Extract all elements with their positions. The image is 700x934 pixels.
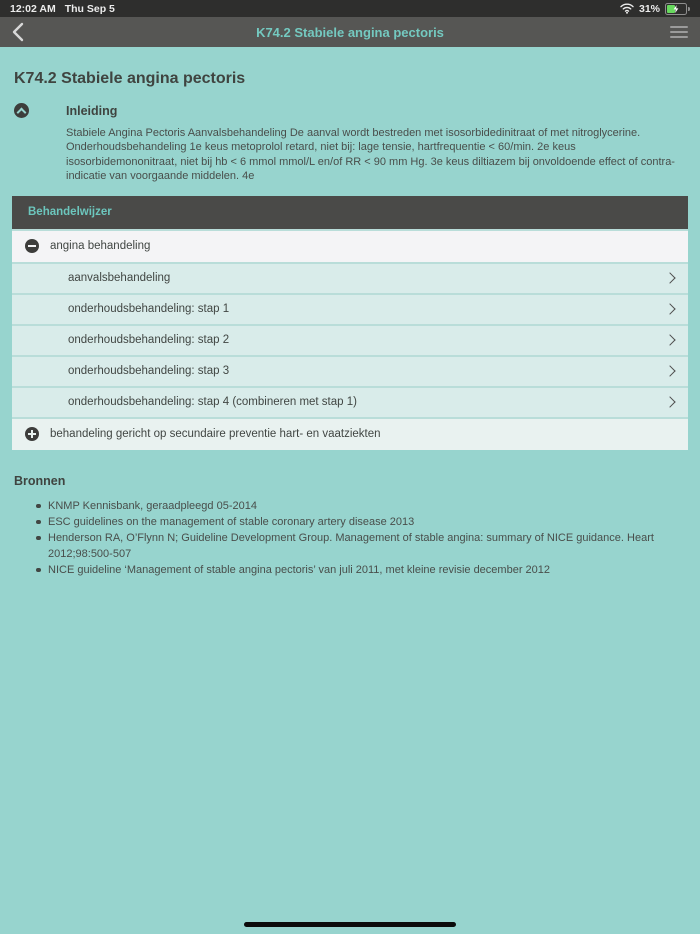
status-date: Thu Sep 5 [64,2,115,15]
sources-list [14,498,686,578]
treatment-group-label: angina behandeling [50,240,151,253]
treatment-subitem-label: onderhoudsbehandeling: stap 4 (combineren met stap 1) [68,396,357,409]
treatment-subitem-row[interactable] [12,295,688,324]
treatment-subitem-label: onderhoudsbehandeling: stap 3 [68,365,230,378]
treatment-group-row[interactable] [12,419,688,450]
minus-circle-icon[interactable] [25,239,39,253]
content-area [0,70,700,578]
status-time: 12:02 AM [10,2,56,15]
treatment-rows [12,229,688,450]
chevron-right-icon [664,334,675,345]
hamburger-menu-icon[interactable] [670,22,688,43]
treatment-subitem-label: aanvalsbehandeling [68,272,171,285]
bronnen-section [14,474,686,578]
treatment-subitem-row[interactable] [12,388,688,417]
wifi-icon [620,3,634,14]
chevron-right-icon [664,396,675,407]
bronnen-heading: Bronnen [14,473,66,488]
chevron-right-icon [664,303,675,314]
source-item: ESC guidelines on the management of stable coronary artery disease 2013 [36,514,686,530]
behandelwijzer-block [12,196,688,450]
treatment-subitem-row[interactable] [12,264,688,293]
chevron-up-circle-icon[interactable] [14,103,29,118]
source-item: NICE guideline ‘Management of stable angina pectoris’ van juli 2011, met kleine revisie december 2012 [36,562,686,578]
battery-icon [665,3,690,15]
inleiding-body: Stabiele Angina Pectoris Aanvalsbehandeling De aanval wordt bestreden met isosorbidedinitraat of met nitroglycerine. Onderhoudsbehandeling 1e keus metoprolol retard, niet bij: lage tensie, hartfrequentie < 60/min. 2e keus isosorbidemononitraat, niet bij hb < 6 mmol mmol/L en/of RR < 90 mm Hg. 3e keus diltiazem bij onvoldoende effect of contra-indicatie van voorgaande middelen. 4e [66,127,675,183]
chevron-left-icon [12,22,24,42]
source-item: KNMP Kennisbank, geraadpleegd 05-2014 [36,498,686,514]
treatment-subitem-row[interactable] [12,357,688,386]
nav-title: K74.2 Stabiele angina pectoris [256,24,444,40]
treatment-subitem-label: onderhoudsbehandeling: stap 2 [68,334,230,347]
inleiding-heading: Inleiding [66,103,118,118]
nav-bar [0,17,700,47]
plus-circle-icon[interactable] [25,427,39,441]
status-bar [0,0,700,17]
page-title: K74.2 Stabiele angina pectoris [14,70,246,87]
back-button[interactable] [12,22,24,42]
source-item: Henderson RA, O’Flynn N; Guideline Development Group. Management of stable angina: summary of NICE guidance. Heart 2012;98:500-507 [36,530,686,562]
battery-percent: 31% [638,2,660,15]
chevron-right-icon [664,365,675,376]
treatment-subitem-row[interactable] [12,326,688,355]
chevron-right-icon [664,272,675,283]
treatment-subitem-label: onderhoudsbehandeling: stap 1 [68,303,230,316]
treatment-group-label: behandeling gericht op secundaire preventie hart- en vaatziekten [50,428,381,441]
home-indicator[interactable] [244,922,456,927]
treatment-group-row[interactable] [12,231,688,262]
behandelwijzer-header: Behandelwijzer [12,196,688,229]
